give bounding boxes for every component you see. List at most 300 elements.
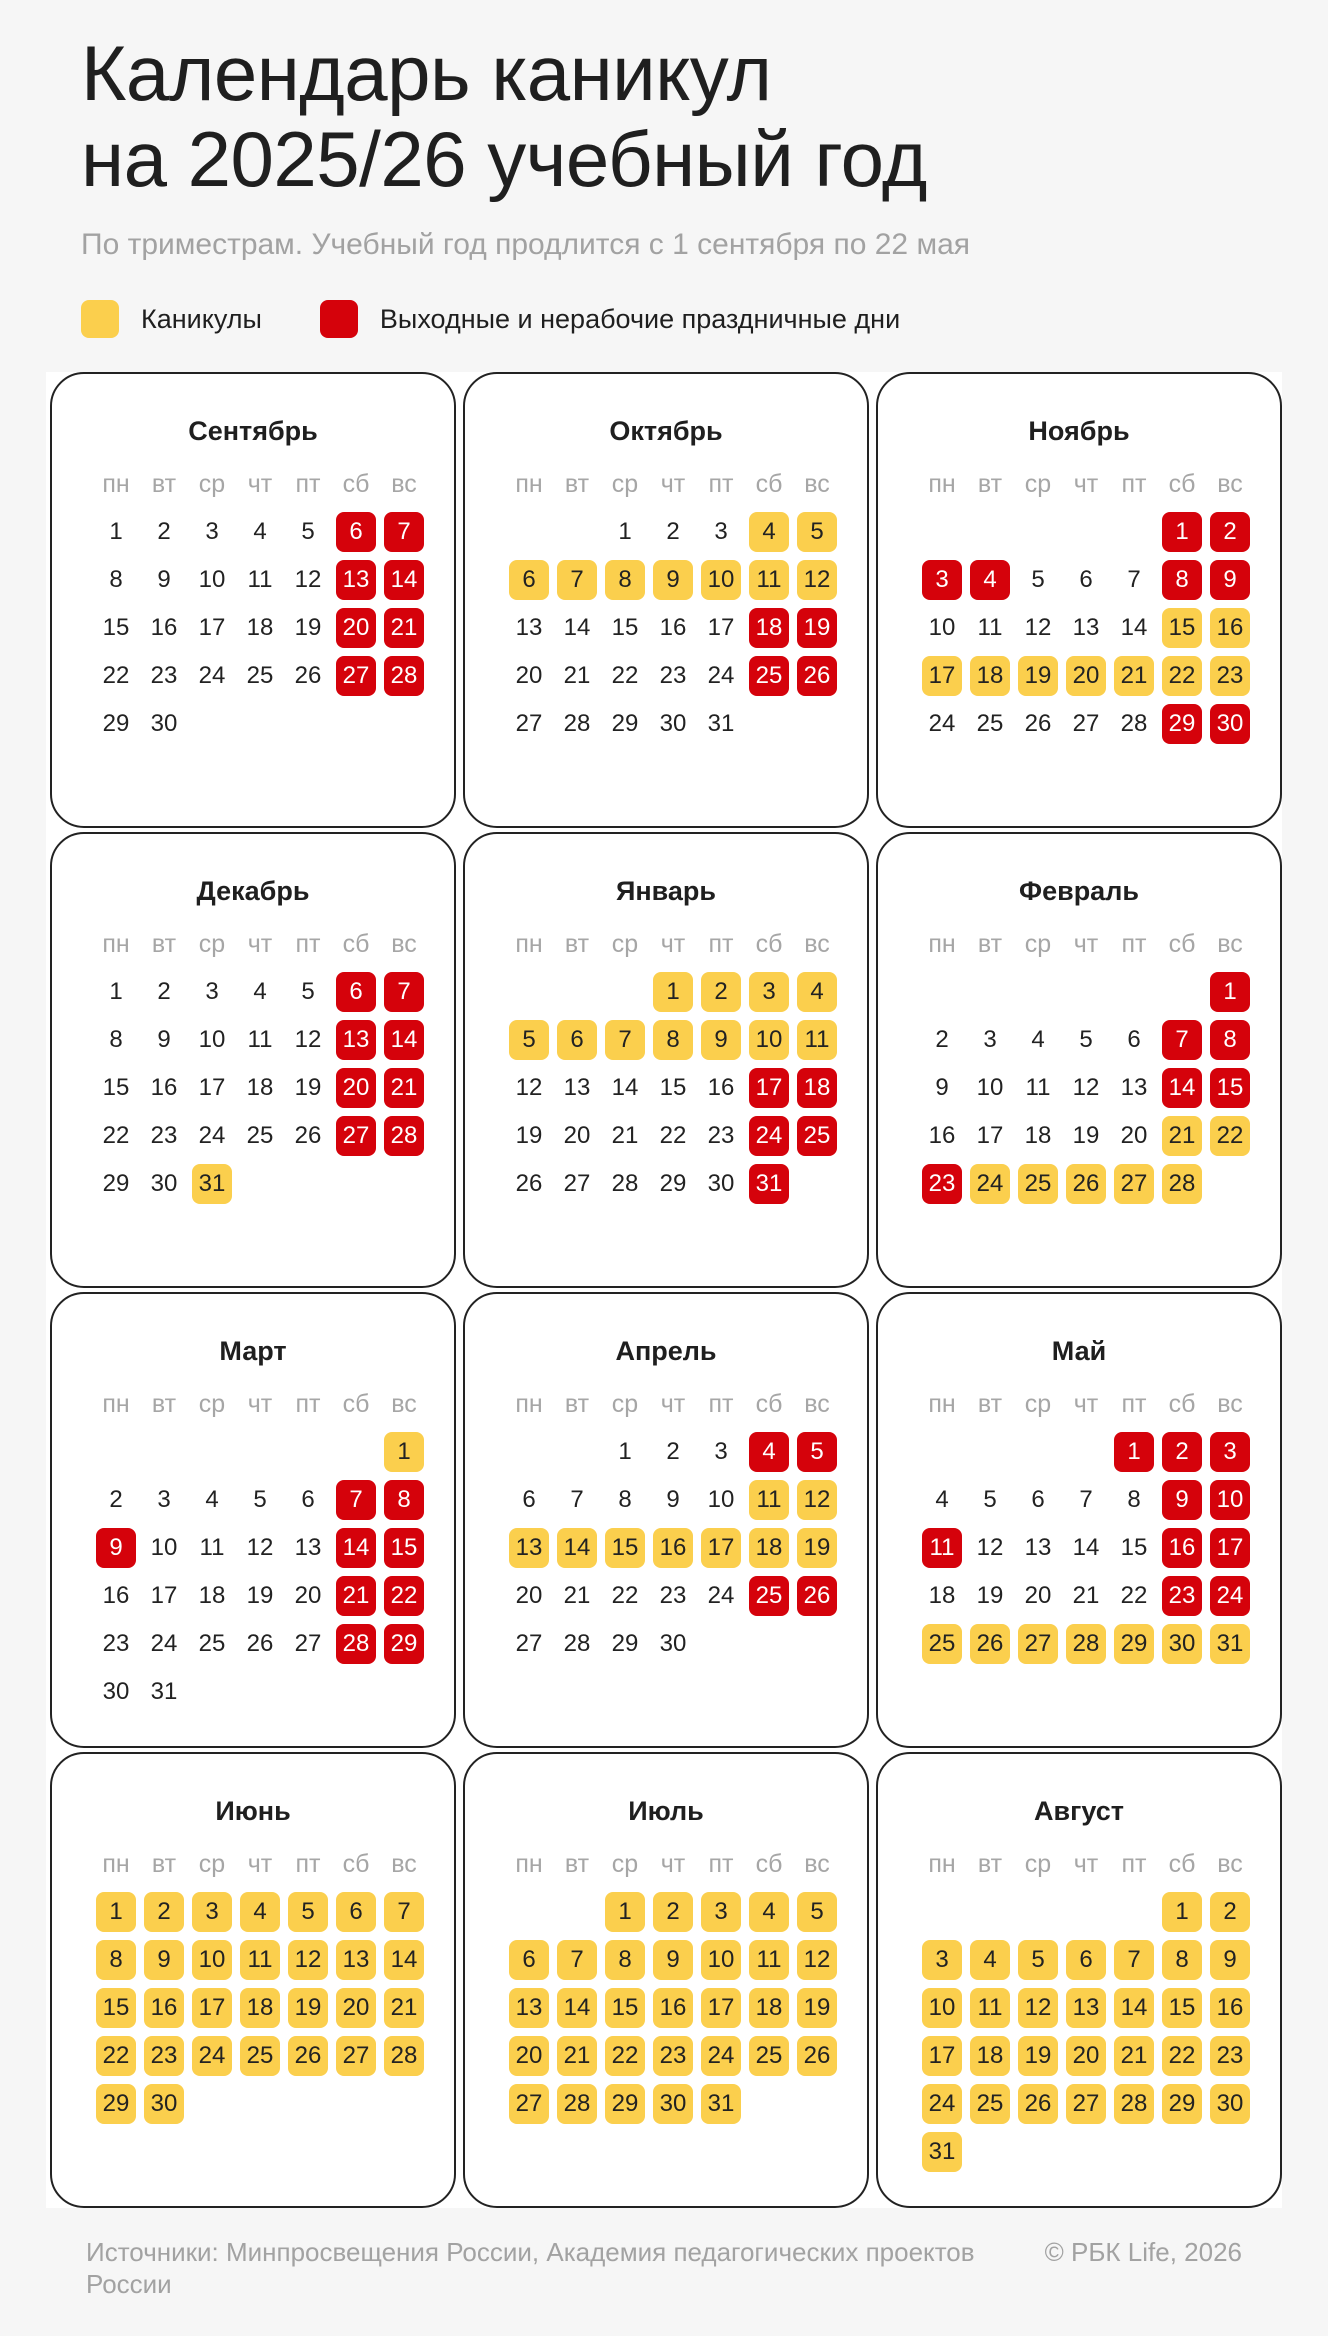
weekday-label: вт	[564, 1850, 590, 1878]
vacation-day-cell: 27	[1066, 2084, 1106, 2124]
page-title: Календарь каникул на 2025/26 учебный год	[81, 29, 927, 203]
day-cell: 17	[150, 1582, 178, 1609]
weekday-label: вс	[804, 930, 830, 958]
day-cell: 26	[1024, 710, 1052, 737]
weekday-label: вс	[1217, 1390, 1243, 1418]
weekday-header	[918, 1384, 1254, 1424]
month-card	[50, 1292, 456, 1748]
vacation-day-cell: 24	[970, 1164, 1010, 1204]
holiday-day-cell: 13	[336, 560, 376, 600]
weekday-label: пн	[102, 1390, 130, 1418]
vacation-day-cell: 8	[96, 1940, 136, 1980]
day-grid	[505, 968, 841, 1208]
day-cell: 12	[1024, 614, 1052, 641]
day-cell: 15	[611, 614, 639, 641]
vacation-day-cell: 17	[922, 656, 962, 696]
day-cell: 6	[1031, 1486, 1045, 1513]
holiday-day-cell: 6	[336, 972, 376, 1012]
weekday-label: чт	[247, 1850, 273, 1878]
day-cell: 24	[150, 1630, 178, 1657]
vacation-day-cell: 26	[1066, 1164, 1106, 1204]
vacation-day-cell: 10	[749, 1020, 789, 1060]
holiday-day-cell: 15	[1210, 1068, 1250, 1108]
vacation-day-cell: 22	[1162, 656, 1202, 696]
day-cell: 5	[253, 1486, 267, 1513]
vacation-day-cell: 9	[701, 1020, 741, 1060]
day-cell: 12	[1072, 1074, 1100, 1101]
empty-day-cell	[557, 1892, 597, 1932]
empty-day-cell	[922, 972, 962, 1012]
holiday-day-cell: 27	[336, 1116, 376, 1156]
weekday-label: чт	[660, 930, 686, 958]
day-cell: 23	[150, 1122, 178, 1149]
day-cell: 22	[102, 662, 130, 689]
legend-label-vacation: Каникулы	[141, 303, 262, 334]
day-cell: 24	[928, 710, 956, 737]
vacation-day-cell: 20	[1066, 2036, 1106, 2076]
weekday-label: вс	[804, 1390, 830, 1418]
vacation-day-cell: 9	[144, 1940, 184, 1980]
holiday-day-cell: 1	[1114, 1432, 1154, 1472]
weekday-label: пн	[928, 1390, 956, 1418]
holiday-day-cell: 20	[336, 1068, 376, 1108]
weekday-header	[92, 1844, 428, 1884]
holiday-day-cell: 16	[1162, 1528, 1202, 1568]
weekday-label: вт	[977, 1850, 1003, 1878]
day-cell: 27	[294, 1630, 322, 1657]
weekday-label: вс	[391, 1850, 417, 1878]
vacation-day-cell: 14	[1114, 1988, 1154, 2028]
day-cell: 23	[102, 1630, 130, 1657]
vacation-day-cell: 30	[653, 2084, 693, 2124]
vacation-day-cell: 12	[797, 1480, 837, 1520]
month-name: Июль	[628, 1796, 704, 1826]
weekday-label: вт	[564, 1390, 590, 1418]
day-cell: 9	[935, 1074, 949, 1101]
day-cell: 29	[102, 710, 130, 737]
month-name: Февраль	[1019, 876, 1139, 906]
day-cell: 27	[1072, 710, 1100, 737]
month-card	[876, 1752, 1282, 2208]
day-cell: 4	[253, 518, 267, 545]
empty-day-cell	[1066, 1432, 1106, 1472]
weekday-label: вт	[151, 470, 177, 498]
vacation-day-cell: 15	[605, 1988, 645, 2028]
weekday-label: ср	[611, 1850, 639, 1878]
month-name: Август	[1034, 1796, 1124, 1826]
day-cell: 10	[976, 1074, 1004, 1101]
holiday-day-cell: 24	[1210, 1576, 1250, 1616]
weekday-label: чт	[660, 1390, 686, 1418]
day-cell: 22	[611, 662, 639, 689]
vacation-day-cell: 14	[384, 1940, 424, 1980]
weekday-label: вс	[804, 470, 830, 498]
weekday-header	[918, 464, 1254, 504]
day-cell: 15	[102, 614, 130, 641]
holiday-day-cell: 27	[336, 656, 376, 696]
month-name: Октябрь	[609, 416, 723, 446]
day-cell: 21	[1072, 1582, 1100, 1609]
vacation-day-cell: 7	[557, 560, 597, 600]
vacation-day-cell: 14	[557, 1988, 597, 2028]
weekday-label: сб	[1168, 1850, 1196, 1878]
day-cell: 19	[515, 1122, 543, 1149]
day-cell: 1	[109, 518, 123, 545]
holiday-day-cell: 5	[797, 1432, 837, 1472]
day-cell: 1	[109, 978, 123, 1005]
day-cell: 13	[1072, 614, 1100, 641]
vacation-day-cell: 5	[797, 1892, 837, 1932]
month-name: Декабрь	[196, 876, 310, 906]
weekday-label: пн	[928, 470, 956, 498]
day-cell: 29	[659, 1170, 687, 1197]
month-name: Май	[1051, 1336, 1107, 1366]
vacation-day-cell: 21	[384, 1988, 424, 2028]
vacation-day-cell: 8	[605, 560, 645, 600]
holiday-day-cell: 14	[384, 560, 424, 600]
day-cell: 12	[976, 1534, 1004, 1561]
source-note: Источники: Минпросвещения России, Академия педагогических проектов России	[86, 2237, 975, 2299]
day-cell: 27	[515, 1630, 543, 1657]
empty-day-cell	[1114, 512, 1154, 552]
vacation-day-cell: 17	[701, 1988, 741, 2028]
vacation-day-cell: 28	[1162, 1164, 1202, 1204]
month-name: Сентябрь	[188, 416, 318, 446]
weekday-label: чт	[1073, 1390, 1099, 1418]
month-name: Март	[219, 1336, 287, 1366]
day-cell: 20	[294, 1582, 322, 1609]
day-cell: 3	[205, 518, 219, 545]
empty-day-cell	[1162, 972, 1202, 1012]
vacation-day-cell: 4	[749, 1892, 789, 1932]
weekday-label: чт	[1073, 470, 1099, 498]
weekday-label: сб	[342, 470, 370, 498]
vacation-day-cell: 23	[1210, 656, 1250, 696]
weekday-label: ср	[611, 1390, 639, 1418]
day-cell: 19	[294, 1074, 322, 1101]
empty-day-cell	[1018, 1892, 1058, 1932]
day-cell: 18	[246, 614, 274, 641]
vacation-day-cell: 10	[192, 1940, 232, 1980]
weekday-label: вт	[977, 930, 1003, 958]
holiday-day-cell: 17	[1210, 1528, 1250, 1568]
holiday-day-cell: 18	[797, 1068, 837, 1108]
weekday-label: пт	[295, 1390, 321, 1418]
vacation-day-cell: 18	[749, 1528, 789, 1568]
holiday-day-cell: 4	[749, 1432, 789, 1472]
day-cell: 3	[983, 1026, 997, 1053]
day-grid	[92, 1888, 428, 2128]
day-cell: 30	[150, 1170, 178, 1197]
day-cell: 16	[102, 1582, 130, 1609]
vacation-day-cell: 15	[1162, 608, 1202, 648]
weekday-label: вс	[391, 930, 417, 958]
holiday-day-cell: 23	[1162, 1576, 1202, 1616]
weekday-label: пн	[515, 1850, 543, 1878]
vacation-day-cell: 12	[797, 1940, 837, 1980]
weekday-label: ср	[198, 470, 226, 498]
day-grid	[92, 508, 428, 748]
day-cell: 5	[983, 1486, 997, 1513]
holiday-day-cell: 1	[1162, 512, 1202, 552]
weekday-label: пн	[102, 1850, 130, 1878]
month-grid	[50, 372, 1282, 2208]
weekday-label: чт	[247, 930, 273, 958]
day-cell: 11	[199, 1534, 225, 1561]
day-cell: 16	[928, 1122, 956, 1149]
day-cell: 2	[666, 1438, 680, 1465]
day-cell: 3	[714, 518, 728, 545]
holiday-day-cell: 28	[336, 1624, 376, 1664]
weekday-label: вс	[391, 1390, 417, 1418]
day-cell: 8	[109, 1026, 123, 1053]
month-name: Январь	[615, 876, 717, 906]
day-cell: 4	[935, 1486, 949, 1513]
vacation-day-cell: 6	[557, 1020, 597, 1060]
day-cell: 4	[253, 978, 267, 1005]
weekday-label: пн	[515, 1390, 543, 1418]
holiday-day-cell: 14	[384, 1020, 424, 1060]
weekday-header	[505, 924, 841, 964]
weekday-label: ср	[198, 1390, 226, 1418]
vacation-day-cell: 17	[701, 1528, 741, 1568]
holiday-day-cell: 14	[336, 1528, 376, 1568]
day-cell: 18	[198, 1582, 226, 1609]
empty-day-cell	[1018, 512, 1058, 552]
holiday-day-cell: 8	[384, 1480, 424, 1520]
empty-day-cell	[922, 512, 962, 552]
vacation-day-cell: 16	[1210, 608, 1250, 648]
holiday-day-cell: 7	[384, 512, 424, 552]
vacation-day-cell: 31	[1210, 1624, 1250, 1664]
month-card	[463, 372, 869, 828]
vacation-day-cell: 7	[605, 1020, 645, 1060]
day-cell: 20	[515, 1582, 543, 1609]
month-card	[463, 832, 869, 1288]
weekday-label: ср	[1024, 1850, 1052, 1878]
vacation-day-cell: 5	[288, 1892, 328, 1932]
day-cell: 2	[109, 1486, 123, 1513]
weekday-header	[918, 924, 1254, 964]
vacation-day-cell: 5	[797, 512, 837, 552]
day-grid	[505, 1888, 841, 2128]
weekday-label: вт	[564, 930, 590, 958]
weekday-label: ср	[611, 930, 639, 958]
holiday-day-cell: 8	[1210, 1020, 1250, 1060]
holiday-day-cell: 6	[336, 512, 376, 552]
weekday-label: пт	[295, 930, 321, 958]
vacation-day-cell: 4	[240, 1892, 280, 1932]
day-cell: 7	[570, 1486, 584, 1513]
day-cell: 14	[1072, 1534, 1100, 1561]
month-name: Апрель	[615, 1336, 717, 1366]
day-cell: 14	[611, 1074, 639, 1101]
day-cell: 24	[198, 1122, 226, 1149]
day-cell: 20	[1024, 1582, 1052, 1609]
holiday-day-cell: 28	[384, 656, 424, 696]
weekday-label: пт	[708, 1390, 734, 1418]
vacation-day-cell: 27	[336, 2036, 376, 2076]
holiday-day-cell: 19	[797, 608, 837, 648]
weekday-label: сб	[342, 1850, 370, 1878]
weekday-label: пт	[295, 1850, 321, 1878]
day-cell: 11	[247, 1026, 273, 1053]
month-card	[876, 372, 1282, 828]
weekday-label: пн	[102, 930, 130, 958]
vacation-day-cell: 10	[701, 1940, 741, 1980]
holiday-day-cell: 14	[1162, 1068, 1202, 1108]
weekday-label: ср	[1024, 1390, 1052, 1418]
day-cell: 8	[1127, 1486, 1141, 1513]
holiday-day-cell: 23	[922, 1164, 962, 1204]
day-cell: 24	[198, 662, 226, 689]
weekday-label: пн	[515, 930, 543, 958]
vacation-day-cell: 18	[970, 2036, 1010, 2076]
empty-day-cell	[1018, 972, 1058, 1012]
vacation-day-cell: 17	[922, 2036, 962, 2076]
day-cell: 6	[301, 1486, 315, 1513]
weekday-header	[505, 464, 841, 504]
weekday-label: сб	[1168, 1390, 1196, 1418]
day-cell: 13	[563, 1074, 591, 1101]
vacation-day-cell: 19	[797, 1528, 837, 1568]
day-cell: 28	[1120, 710, 1148, 737]
holiday-day-cell: 2	[1162, 1432, 1202, 1472]
vacation-day-cell: 19	[1018, 656, 1058, 696]
holiday-day-cell: 1	[1210, 972, 1250, 1012]
weekday-label: вт	[564, 470, 590, 498]
day-cell: 18	[928, 1582, 956, 1609]
holiday-day-cell: 29	[1162, 704, 1202, 744]
vacation-day-cell: 8	[605, 1940, 645, 1980]
vacation-day-cell: 5	[509, 1020, 549, 1060]
day-cell: 21	[563, 1582, 591, 1609]
holiday-day-cell: 9	[1162, 1480, 1202, 1520]
vacation-day-cell: 13	[1066, 1988, 1106, 2028]
vacation-day-cell: 13	[509, 1528, 549, 1568]
holiday-day-cell: 21	[336, 1576, 376, 1616]
vacation-day-cell: 26	[970, 1624, 1010, 1664]
empty-day-cell	[1018, 1432, 1058, 1472]
empty-day-cell	[288, 1432, 328, 1472]
day-cell: 17	[976, 1122, 1004, 1149]
day-cell: 9	[157, 1026, 171, 1053]
holiday-day-cell: 21	[384, 608, 424, 648]
vacation-day-cell: 9	[1210, 1940, 1250, 1980]
empty-day-cell	[144, 1432, 184, 1472]
vacation-day-cell: 23	[144, 2036, 184, 2076]
day-cell: 16	[150, 614, 178, 641]
legend-label-holiday: Выходные и нерабочие праздничные дни	[379, 303, 901, 334]
day-cell: 23	[659, 662, 687, 689]
day-cell: 20	[563, 1122, 591, 1149]
vacation-day-cell: 8	[653, 1020, 693, 1060]
vacation-day-cell: 30	[1210, 2084, 1250, 2124]
month-name: Ноябрь	[1028, 416, 1130, 446]
vacation-day-cell: 3	[192, 1892, 232, 1932]
vacation-day-cell: 1	[653, 972, 693, 1012]
weekday-label: сб	[1168, 470, 1196, 498]
holiday-day-cell: 7	[1162, 1020, 1202, 1060]
vacation-day-cell: 12	[1018, 1988, 1058, 2028]
day-cell: 27	[563, 1170, 591, 1197]
holiday-day-cell: 4	[970, 560, 1010, 600]
day-cell: 15	[102, 1074, 130, 1101]
holiday-day-cell: 21	[384, 1068, 424, 1108]
weekday-label: пт	[708, 1850, 734, 1878]
empty-day-cell	[970, 512, 1010, 552]
day-cell: 11	[1025, 1074, 1051, 1101]
day-cell: 29	[611, 710, 639, 737]
vacation-day-cell: 27	[1018, 1624, 1058, 1664]
weekday-header	[92, 464, 428, 504]
weekday-label: пт	[1121, 1850, 1147, 1878]
weekday-label: пн	[928, 930, 956, 958]
vacation-day-cell: 6	[1066, 1940, 1106, 1980]
day-cell: 23	[659, 1582, 687, 1609]
day-cell: 25	[246, 1122, 274, 1149]
day-cell: 2	[666, 518, 680, 545]
vacation-day-cell: 6	[509, 1940, 549, 1980]
day-cell: 5	[301, 518, 315, 545]
day-cell: 21	[611, 1122, 639, 1149]
vacation-day-cell: 15	[1162, 1988, 1202, 2028]
day-cell: 14	[563, 614, 591, 641]
day-cell: 4	[1031, 1026, 1045, 1053]
vacation-day-cell: 18	[749, 1988, 789, 2028]
empty-day-cell	[1066, 512, 1106, 552]
day-cell: 18	[246, 1074, 274, 1101]
day-cell: 26	[294, 1122, 322, 1149]
weekday-header	[92, 1384, 428, 1424]
day-cell: 22	[611, 1582, 639, 1609]
weekday-label: вт	[977, 470, 1003, 498]
weekday-label: пт	[708, 470, 734, 498]
day-grid	[918, 968, 1254, 1208]
day-grid	[918, 508, 1254, 748]
month-card	[50, 832, 456, 1288]
day-cell: 30	[150, 710, 178, 737]
weekday-label: вт	[151, 930, 177, 958]
weekday-label: пт	[1121, 470, 1147, 498]
vacation-day-cell: 20	[509, 2036, 549, 2076]
weekday-label: вс	[804, 1850, 830, 1878]
weekday-label: чт	[660, 1850, 686, 1878]
vacation-day-cell: 21	[1162, 1116, 1202, 1156]
weekday-header	[918, 1844, 1254, 1884]
vacation-day-cell: 11	[749, 1480, 789, 1520]
vacation-day-cell: 25	[749, 2036, 789, 2076]
weekday-label: вс	[391, 470, 417, 498]
day-cell: 24	[707, 1582, 735, 1609]
weekday-label: пн	[102, 470, 130, 498]
vacation-day-cell: 18	[970, 656, 1010, 696]
day-cell: 14	[1120, 614, 1148, 641]
empty-day-cell	[557, 1432, 597, 1472]
vacation-day-cell: 26	[797, 2036, 837, 2076]
day-cell: 25	[198, 1630, 226, 1657]
vacation-day-cell: 24	[192, 2036, 232, 2076]
vacation-day-cell: 16	[144, 1988, 184, 2028]
month-card	[50, 372, 456, 828]
weekday-label: вс	[1217, 470, 1243, 498]
vacation-day-cell: 12	[797, 560, 837, 600]
day-cell: 22	[659, 1122, 687, 1149]
day-cell: 6	[1079, 566, 1093, 593]
day-cell: 1	[618, 1438, 632, 1465]
month-card	[876, 832, 1282, 1288]
day-cell: 30	[659, 1630, 687, 1657]
